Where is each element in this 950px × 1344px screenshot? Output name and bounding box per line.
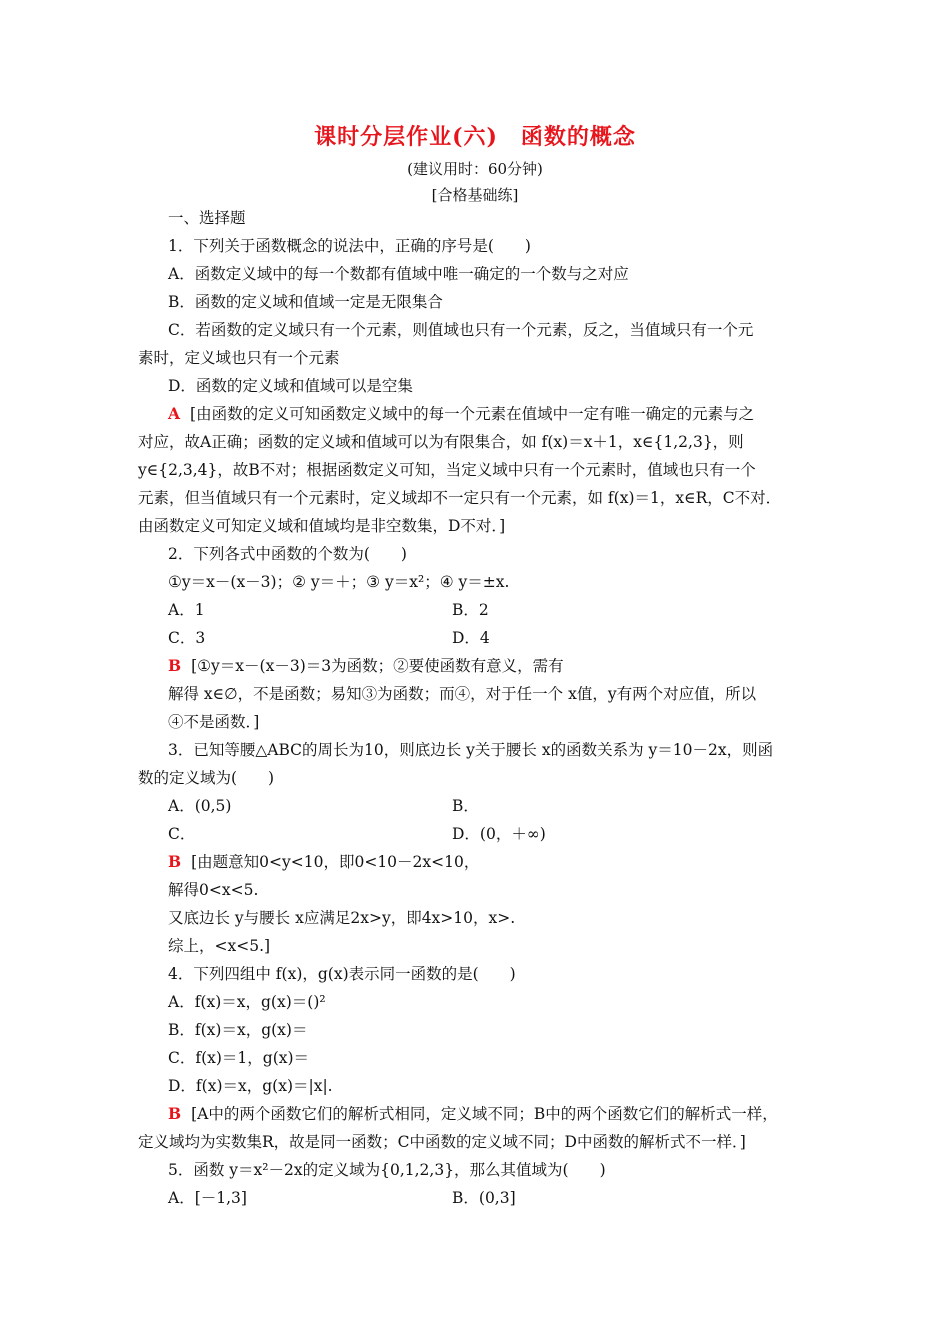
line-text: 4．下列四组中 f(x)，g(x)表示同一函数的是( ): [168, 965, 516, 983]
line-text: 元素，但当值域只有一个元素时，定义域却不一定只有一个元素，如 f(x)＝1，x∈R，C不对．: [138, 489, 782, 507]
answer-key: B: [168, 852, 182, 871]
text-line: [138, 516, 505, 536]
option-right: B．2: [452, 601, 489, 619]
line-text: B．f(x)＝x，g(x)＝: [168, 1021, 308, 1039]
answer-line: [168, 1104, 778, 1124]
line-text: 又底边长 y与腰长 x应满足2x>y，即4x>10，x>.: [168, 909, 516, 927]
line-text: 1．下列关于函数概念的说法中，正确的序号是( ): [168, 237, 531, 255]
line-text: [A中的两个函数它们的解析式相同，定义域不同；B中的两个函数它们的解析式一样，: [191, 1105, 778, 1123]
option-left: A．(0,5): [168, 797, 232, 815]
option-left: C．3: [168, 629, 206, 647]
text-line: [138, 768, 274, 788]
line-text: y∈{2,3,4}，故B不对；根据函数定义可知，当定义域中只有一个元素时，值域也只有一个: [138, 461, 756, 479]
line-text: [由函数的定义可知函数定义域中的每一个元素在值域中一定有唯一确定的元素与之: [190, 405, 755, 423]
text-line: [138, 348, 340, 368]
option-right: D．(0，＋∞): [452, 825, 546, 843]
line-text: 一、选择题: [168, 209, 246, 227]
option-left: C．: [168, 825, 196, 843]
suggested-time: (建议用时：60分钟): [407, 160, 543, 178]
line-text: 对应，故A正确；函数的定义域和值域可以为有限集合，如 f(x)＝x＋1，x∈{1,2,3}，则: [138, 433, 744, 451]
answer-key: A: [168, 404, 181, 423]
text-line: [138, 488, 781, 508]
text-line: [168, 572, 509, 592]
option-right: D．4: [452, 629, 490, 647]
text-line: [168, 1048, 309, 1068]
text-line: [138, 1132, 746, 1152]
line-text: B．函数的定义域和值域一定是无限集合: [168, 293, 443, 311]
line-text: 综上，<x<5.]: [168, 937, 271, 955]
page-title: 课时分层作业(六) 函数的概念: [314, 124, 636, 150]
section-heading: [合格基础练]: [431, 186, 519, 204]
line-text: 由函数定义可知定义域和值域均是非空数集，D不对．]: [138, 517, 506, 535]
text-line: [168, 320, 753, 340]
text-line: [168, 236, 531, 256]
option-right: B．(0,3]: [452, 1189, 516, 1207]
text-line: [168, 376, 413, 396]
text-line: [168, 964, 516, 984]
line-text: 素时，定义域也只有一个元素: [138, 349, 340, 367]
option-left: A．1: [168, 601, 205, 619]
line-text: 数的定义域为( ): [138, 769, 275, 787]
option-right: B．: [452, 797, 479, 815]
answer-line: [168, 404, 754, 424]
line-text: [由题意知0<y<10，即0<10－2x<10，: [191, 853, 480, 871]
answer-key: B: [168, 656, 182, 675]
line-text: ④不是函数．]: [168, 713, 260, 731]
line-text: D．函数的定义域和值域可以是空集: [168, 377, 413, 395]
answer-line: [168, 656, 564, 676]
text-line: [168, 1076, 333, 1096]
line-text: C．若函数的定义域只有一个元素，则值域也只有一个元素，反之，当值域只有一个元: [168, 321, 754, 339]
text-line: [168, 264, 629, 284]
line-text: A．函数定义域中的每一个数都有值域中唯一确定的一个数与之对应: [168, 265, 629, 283]
line-text: 定义域均为实数集R，故是同一函数；C中函数的定义域不同；D中函数的解析式不一样．]: [138, 1133, 746, 1151]
text-line: [168, 684, 756, 704]
text-line: [168, 208, 246, 228]
text-line: [168, 544, 407, 564]
text-line: [168, 292, 443, 312]
line-text: ①y＝x－(x－3)；② y＝＋；③ y＝x²；④ y＝±x.: [168, 573, 510, 591]
line-text: 解得0<x<5.: [168, 881, 259, 899]
text-line: [168, 712, 259, 732]
text-line: [138, 432, 744, 452]
text-line: [168, 740, 773, 760]
option-left: A．[－1,3]: [168, 1189, 247, 1207]
text-line: [168, 992, 326, 1012]
text-line: [168, 936, 270, 956]
line-text: [①y＝x－(x－3)＝3为函数；②要使函数有意义，需有: [191, 657, 564, 675]
line-text: D．f(x)＝x，g(x)＝|x|.: [168, 1077, 333, 1095]
text-line: [168, 880, 258, 900]
line-text: 解得 x∈∅，不是函数；易知③为函数；而④，对于任一个 x值，y有两个对应值，所以: [168, 685, 757, 703]
answer-key: B: [168, 1104, 182, 1123]
line-text: C．f(x)＝1，g(x)＝: [168, 1049, 310, 1067]
answer-line: [168, 852, 479, 872]
line-text: 5．函数 y＝x²－2x的定义域为{0,1,2,3}，那么其值域为( ): [168, 1161, 606, 1179]
line-text: A．f(x)＝x，g(x)＝()²: [168, 993, 326, 1011]
text-line: [168, 908, 515, 928]
line-text: 2．下列各式中函数的个数为( ): [168, 545, 407, 563]
text-line: [168, 1160, 606, 1180]
line-text: 3．已知等腰△ABC的周长为10，则底边长 y关于腰长 x的函数关系为 y＝10－2x，则函: [168, 741, 774, 759]
text-line: [168, 1020, 307, 1040]
text-line: [138, 460, 756, 480]
